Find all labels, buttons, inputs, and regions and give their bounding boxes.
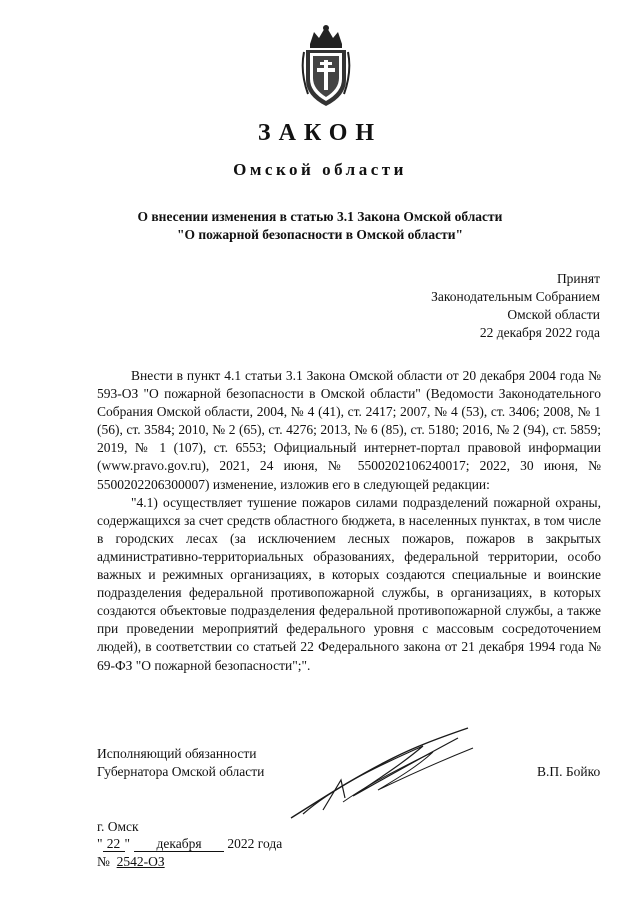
law-heading-line-2: "О пожарной безопасности в Омской области": [176, 227, 464, 242]
date-quote-open: ": [97, 836, 103, 851]
adopted-line-1: Принят: [556, 271, 600, 286]
adopted-line-2: Законодательным Собранием: [431, 289, 600, 304]
signing-place: г. Омск: [97, 819, 139, 834]
signatory-name: В.П. Бойко: [537, 764, 601, 779]
document-subtitle: Омской области: [233, 160, 407, 179]
law-heading: [0, 208, 640, 244]
adopted-date: 22 декабря 2022 года: [479, 325, 600, 340]
adopted-line-3: Омской области: [507, 307, 600, 322]
date-year: 2022 года: [227, 836, 283, 851]
date-day: 22: [103, 837, 125, 852]
law-number-value: 2542-ОЗ: [116, 854, 165, 869]
handwritten-signature-icon: [283, 718, 478, 826]
signatory-position-line-1: Исполняющий обязанности: [97, 746, 257, 761]
law-number: [97, 853, 165, 871]
adoption-block: [431, 270, 600, 342]
law-body: [97, 367, 601, 675]
date-month: декабря: [134, 837, 224, 852]
date-quote-close: ": [124, 836, 131, 851]
number-sign: №: [97, 854, 110, 869]
signatory-position-line-2: Губернатора Омской области: [97, 764, 265, 779]
signatory-position: [97, 745, 264, 781]
law-heading-line-1: О внесении изменения в статью 3.1 Закона Омской области: [137, 209, 503, 224]
body-paragraph-1: Внести в пункт 4.1 статьи 3.1 Закона Омской области от 20 декабря 2004 года № 593-ОЗ "О пожарной безопасности в Омской области" (Ведомости Законодательного Собрания Омской области, 2004, № 4 (41), ст. 2417; 2007, № 4 (53), ст. 3406; 2008, № 1 (56), ст. 3584; 2010, № 2 (65), ст. 4276; 2013, № 6 (85), ст. 5180; 2016, № 2 (94), ст. 5859; 2019, № 1 (107), ст. 6553; Официальный интернет-портал правовой информации (www.pravo.gov.ru), 2021, 24 июня, № 5500202106240017; 2022, 30 июня, № 5500202206300007) изменение, изложив его в следующей редакции:: [97, 368, 601, 492]
body-paragraph-2: "4.1) осуществляет тушение пожаров силами подразделений пожарной охраны, содержащихся за счет средств областного бюджета, в населенных пунктах, в том числе в городских лесах (за исключением лесных пожаров, пожаров в закрытых административно-территориальных образованиях, федеральной территории, особо важных и режимных организациях, в которых создаются специальные и воинские подразделения федеральной противопожарной службы, в организациях, в которых создаются объектовые подразделения федеральной противопожарной службы, а также при проведении мероприятий федерального уровня с массовым сосредоточением людей), в соответствии со статьей 22 Федерального закона от 21 декабря 1994 года № 69-ФЗ "О пожарной безопасности";".: [97, 494, 601, 673]
document-title: ЗАКОН: [257, 120, 383, 146]
signing-date: [97, 835, 282, 853]
omsk-coat-of-arms-icon: [300, 22, 352, 110]
